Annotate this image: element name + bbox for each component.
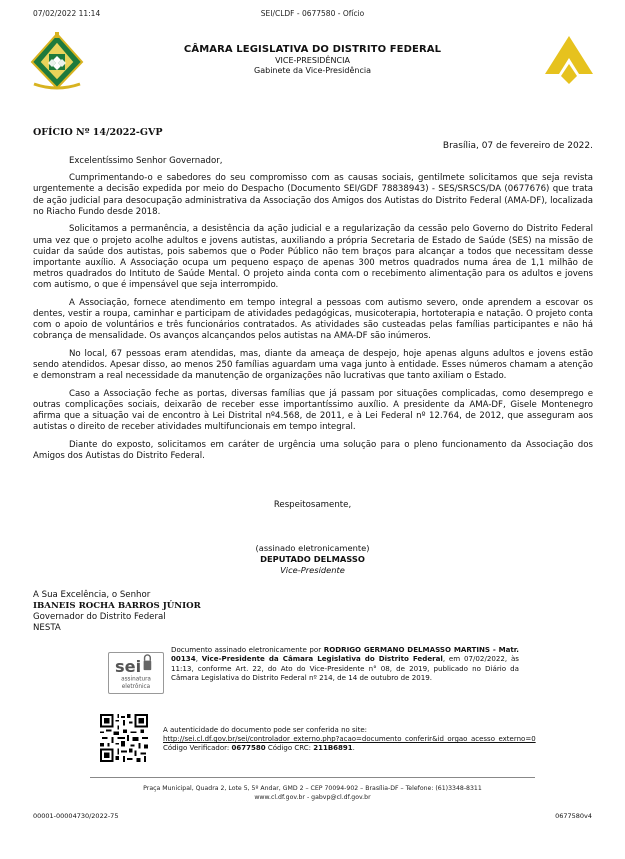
verifier-code: 0677580: [231, 744, 266, 753]
qr-code-icon: [100, 714, 148, 762]
recipient-line1: A Sua Excelência, o Senhor: [33, 590, 151, 600]
verifier-label: Código Verificador:: [163, 744, 232, 753]
auth-codes: [163, 744, 536, 753]
sei-text-part: ,: [195, 654, 202, 664]
recipient-line4: NESTA: [33, 623, 61, 633]
recipient-name: IBANEIS ROCHA BARROS JÚNIOR: [33, 601, 201, 611]
sei-text-part: Documento assinado eletronicamente por: [171, 645, 324, 654]
oficio-date: Brasília, 07 de fevereiro de 2022.: [442, 141, 593, 151]
crc-end: .: [352, 744, 355, 753]
crc-label: Código CRC:: [265, 744, 314, 753]
authenticity-text: [163, 726, 536, 754]
print-doc-ref: SEI/CLDF - 0677580 - Ofício: [260, 9, 365, 18]
salutation: Excelentíssimo Senhor Governador,: [69, 156, 223, 166]
sei-signer: RODRIGO GERMANO DELMASSO MARTINS - Matr. 00134: [171, 645, 519, 664]
letterhead-title: CÂMARA LEGISLATIVA DO DISTRITO FEDERAL: [183, 44, 442, 55]
signature-note: (assinado eletronicamente): [255, 543, 370, 553]
footer-address: Praça Municipal, Quadra 2, Lote 5, 5º Andar, GMD 2 – CEP 70094-902 – Brasília-DF – Telefone: (61)3348-8311: [143, 785, 482, 792]
signer-name: DEPUTADO DELMASSO: [260, 554, 365, 564]
sei-logo-sub1: assinatura: [121, 676, 151, 683]
document-id: 0677580v4: [555, 812, 592, 820]
signer-role: Vice-Presidente: [280, 565, 345, 575]
paragraph: Solicitamos a permanência, a desistência da ação judicial e a regularização da cessão pelo Governo do Distrito Federal uma vez que o projeto acolhe adultos e jovens autistas, auxiliando a própria Secretaria de Estado de Saúde (SES) na missão de cuidar da saúde dos autistas, pois sabemos que o Poder Público não tem braços para alcançar a todos que necessitam desse importante auxílio. A Associação ocupa um pequeno espaço de apenas 300 metros quadrados numa área de 1,1 milhão de metros quadrados do Intituto de Saúde Mental. O projeto ainda conta com o recebimento alimentação para os adultos e jovens com autismo, o que é impensável que seja interrompido.: [33, 224, 593, 291]
auth-url-link[interactable]: http://sei.cl.df.gov.br/sei/controlador_externo.php?acao=documento_conferir&id_orgao_acesso_externo=0: [163, 735, 536, 744]
footer-web: www.cl.df.gov.br - gabvp@cl.df.gov.br: [254, 794, 371, 801]
paragraph: Caso a Associação feche as portas, diversas famílias que já passam por situações complicadas, como desemprego e outras complicações sociais, deixarão de receber esse importantíssimo auxílio. A presidente da AMA-DF, Gisele Montenegro afirma que a situação vai de encontro à Lei Distrital nº4.568, de 2011, e à Lei Federal nº 12.764, de 2012, que asseguram aos autistas o direito de receber atividades multifuncionais em tempo integral.: [33, 388, 593, 433]
letterhead: [0, 44, 625, 75]
paragraph: Diante do exposto, solicitamos em caráter de urgência uma solução para o pleno funcionamento da Associação dos Amigos dos Autistas do Distrito Federal.: [33, 439, 593, 462]
sei-signature-logo-icon: [108, 652, 164, 694]
oficio-number: OFÍCIO Nº 14/2022-GVP: [33, 127, 163, 138]
paragraph: Cumprimentando-o e sabedores do seu compromisso com as causas sociais, gentilmete solicitamos que seja revista urgentemente a decisão expedida por meio do Despacho (Documento SEI/GDF 78838943) - SES/SRSCS/DA (0677676) que trata de ação judicial para desocupação administrativa da Associação dos Amigos dos Autistas do Distrito Federal (AMA-DF), localizada no Riacho Fundo desde 2018.: [33, 173, 593, 217]
sei-text-part: , em 07/02/2022, às 11:13, conforme Art. 22, do Ato do Vice-Presidente n° 08, de 2019, publicado no Diário da Câmara Legislativa do Distrito Federal nº 214, de 14 de outubro de 2019.: [171, 654, 519, 683]
process-number: 00001-00004730/2022-75: [33, 812, 119, 820]
crc-code: 211B6891: [313, 744, 353, 753]
letterhead-sub2: Gabinete da Vice-Presidência: [254, 66, 371, 75]
letterhead-sub1: VICE-PRESIDÊNCIA: [275, 56, 350, 65]
paragraph: A Associação, fornece atendimento em tempo integral a pessoas com autismo severo, onde aprendem a escovar os dentes, vestir a roupa, caminhar e participam de atividades pedagógicas, musicoterapia, hortoterapia e natação. O projeto conta com o apoio de voluntários e três funcionários contratados. As atividades são custeadas pelas famílias participantes e não há cobrança de mensalidade. Os avanços alcançandos pelos autistas na AMA-DF são inúmeros.: [33, 297, 593, 342]
closing: Respeitosamente,: [273, 500, 352, 510]
letter-body: [33, 156, 593, 469]
signature-block: [0, 543, 625, 576]
auth-line1: A autenticidade do documento pode ser conferida no site:: [163, 726, 368, 734]
footer-address-block: [0, 784, 625, 802]
sei-signature-text: [171, 645, 519, 683]
sei-signer-role: Vice-Presidente da Câmara Legislativa do Distrito Federal: [201, 654, 443, 664]
recipient-block: [33, 590, 201, 634]
print-header: [33, 9, 592, 19]
sei-logo-sub2: eletrônica: [121, 684, 151, 691]
recipient-line3: Governador do Distrito Federal: [33, 612, 166, 622]
footer-divider: [90, 777, 535, 778]
sei-logo-word: sei: [115, 657, 142, 677]
print-datetime: 07/02/2022 11:14: [33, 9, 101, 18]
paragraph: No local, 67 pessoas eram atendidas, mas, diante da ameaça de despejo, hoje apenas alguns adultos e jovens estão sendo atendidos. Apesar disso, ao menos 250 famílias aguardam uma vaga junto à entidade. Esses números chamam a atenção e demonstram a real necessidade da manutenção de organizações não lucrativas que tanto axiliam o Estado.: [33, 348, 593, 382]
